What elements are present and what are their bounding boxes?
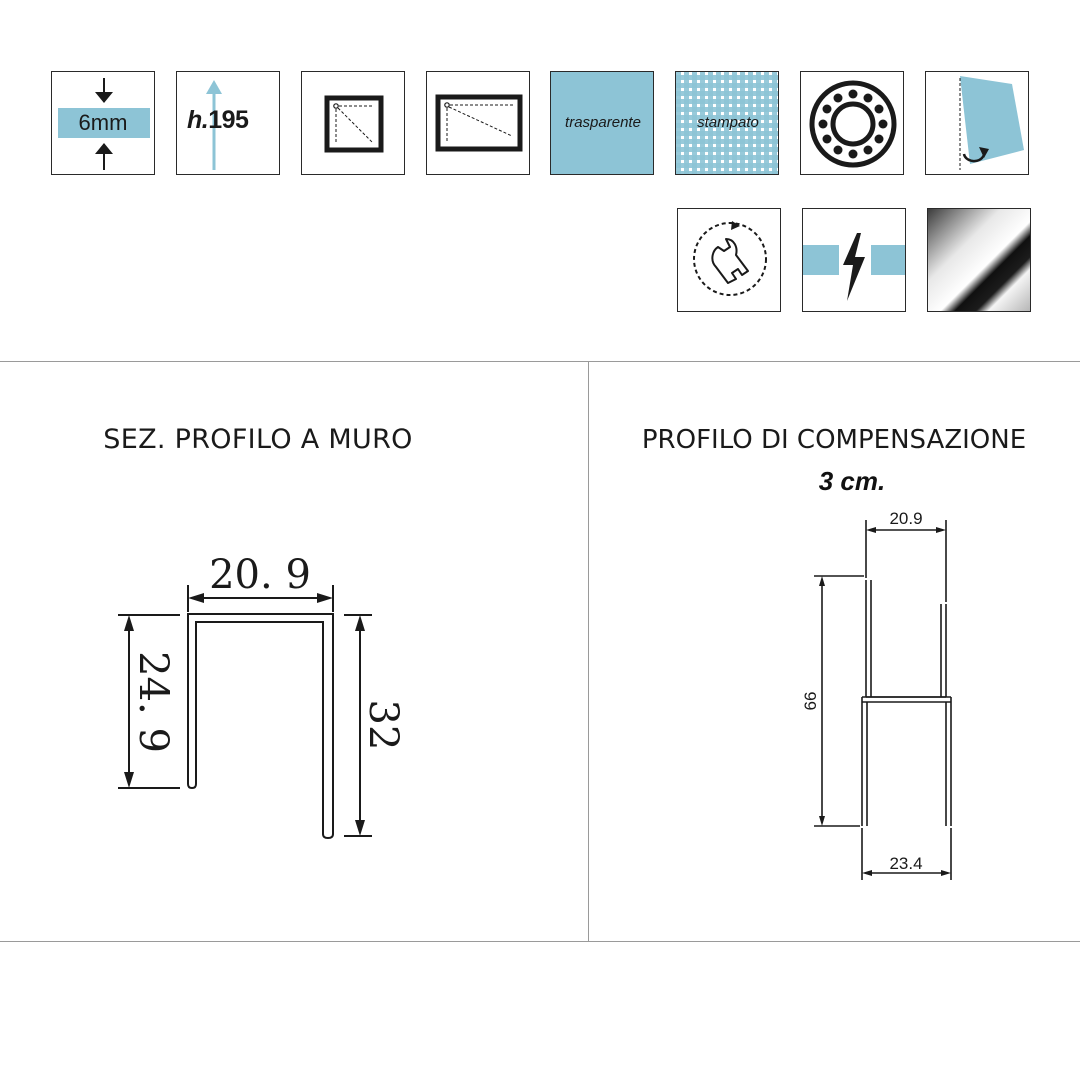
transparent-label: trasparente	[565, 114, 641, 131]
wall-outer-height-dimension: 32	[360, 699, 406, 751]
printed-label: stampato	[697, 114, 759, 131]
compensation-top-width-dimension: 20.9	[889, 509, 923, 528]
wall-profile-title: SEZ. PROFILO A MURO	[103, 424, 413, 455]
height-value: 195	[208, 106, 249, 134]
compensation-profile-subtitle: 3 cm.	[818, 466, 886, 496]
wall-inner-height-dimension: 24. 9	[130, 651, 176, 753]
height-prefix: h.	[187, 106, 209, 134]
thickness-label: 6mm	[78, 110, 128, 135]
compensation-profile-title: PROFILO DI COMPENSAZIONE	[641, 425, 1027, 455]
compensation-bottom-width-dimension: 23.4	[889, 854, 923, 873]
wall-width-dimension: 20. 9	[209, 552, 311, 598]
compensation-height-dimension: 66	[801, 691, 820, 711]
